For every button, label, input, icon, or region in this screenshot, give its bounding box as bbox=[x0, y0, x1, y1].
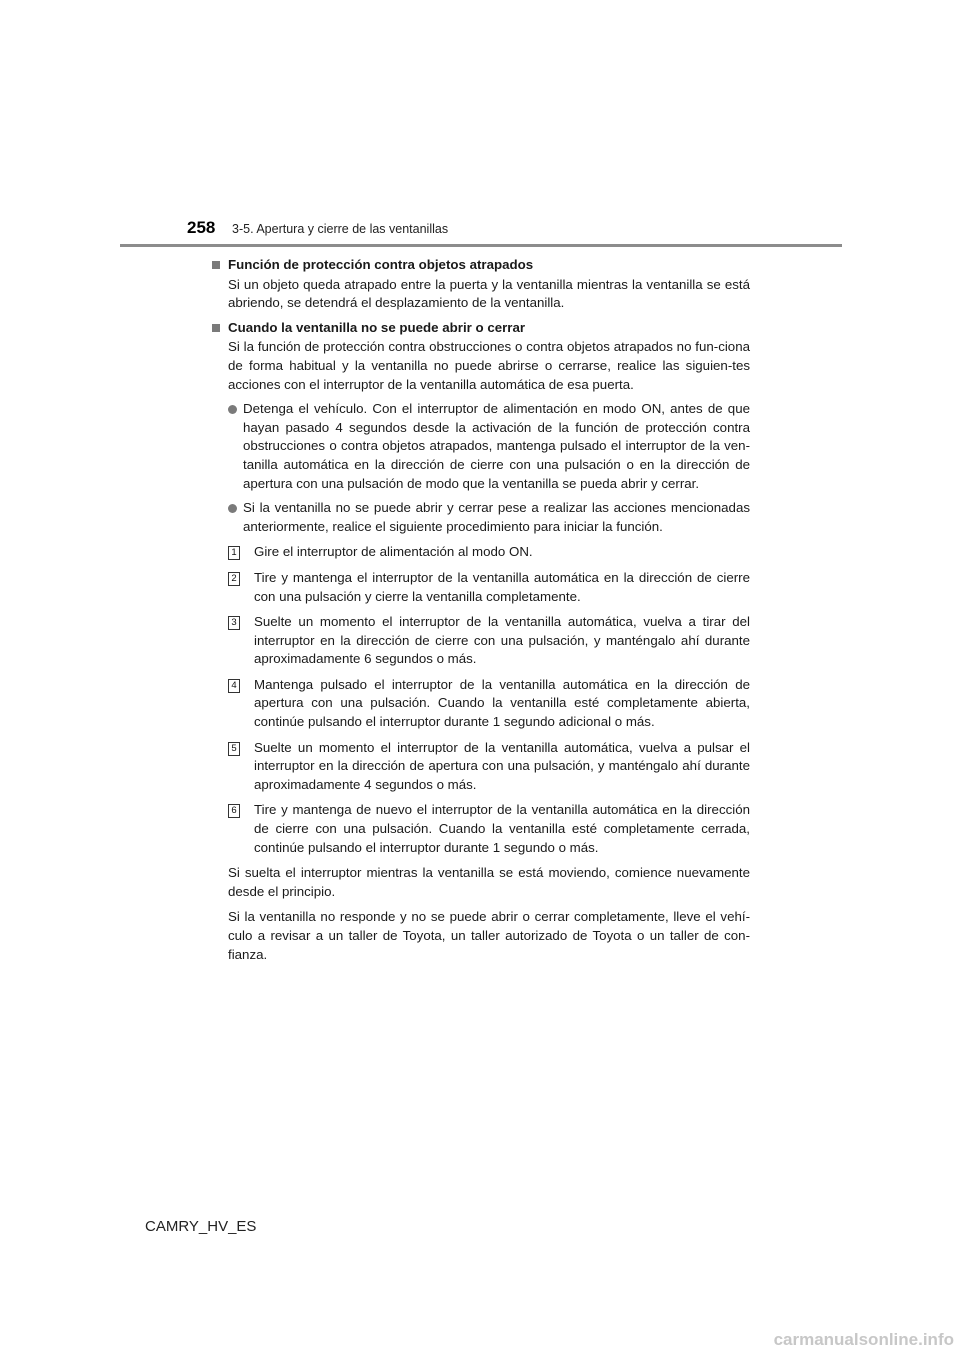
note-paragraph: Si suelta el interruptor mientras la ventanilla se está moviendo, comience nuevamente desde el principio. bbox=[228, 865, 750, 899]
square-bullet-icon bbox=[212, 324, 220, 332]
step-number: 6 bbox=[228, 804, 240, 818]
bullet-text: Detenga el vehículo. Con el interruptor de alimentación en modo ON, antes de que hayan pasado 4 segundos desde la activación de la función de protección contra obstrucciones o contra objetos atrapados, mantenga pulsado el interruptor de la ven-tanilla automática en la dirección de cierre con una pulsación o en la dirección de apertura con una pulsación de modo que la ventanilla se pueda abrir y cerrar. bbox=[243, 401, 750, 491]
step-item bbox=[228, 613, 750, 669]
step-item bbox=[228, 801, 750, 857]
step-item bbox=[228, 739, 750, 795]
section-heading bbox=[210, 319, 750, 338]
footer-document-code: CAMRY_HV_ES bbox=[145, 1218, 257, 1235]
step-text: Tire y mantenga el interruptor de la ventanilla automática en la dirección de cierre con una pulsación y cierre la ventanilla completamente. bbox=[254, 569, 750, 604]
page-number: 258 bbox=[187, 218, 216, 237]
section-heading-text: Cuando la ventanilla no se puede abrir o cerrar bbox=[228, 319, 526, 335]
bullet-text: Si la ventanilla no se puede abrir y cerrar pese a realizar las acciones mencionadas anteriormente, realice el siguiente procedimiento para iniciar la función. bbox=[243, 500, 750, 534]
step-text: Gire el interruptor de alimentación al modo ON. bbox=[254, 544, 533, 560]
step-item bbox=[228, 676, 750, 732]
section-paragraph: Si un objeto queda atrapado entre la puerta y la ventanilla mientras la ventanilla se está abriendo, se detendrá el desplazamiento de la ventanilla. bbox=[228, 276, 750, 311]
note-paragraph: Si la ventanilla no responde y no se puede abrir o cerrar completamente, lleve el vehí-culo a revisar a un taller de Toyota, un taller autorizado de Toyota o un taller de con-fianza. bbox=[228, 909, 750, 962]
step-number: 5 bbox=[228, 742, 240, 756]
watermark: carmanualsonline.info bbox=[773, 1330, 954, 1349]
section-heading bbox=[210, 256, 750, 275]
square-bullet-icon bbox=[212, 261, 220, 269]
step-number: 2 bbox=[228, 572, 240, 586]
step-number: 3 bbox=[228, 616, 240, 630]
step-text: Tire y mantenga de nuevo el interruptor de la ventanilla automática en la dirección de cierre con una pulsación. Cuando la ventanilla esté completamente cerrada, continúe pulsando el interruptor durante 1 segundo o más. bbox=[254, 802, 750, 855]
header-rule bbox=[120, 244, 842, 247]
bullet-item bbox=[228, 499, 750, 536]
step-text: Suelte un momento el interruptor de la ventanilla automática, vuelva a pulsar el interruptor en la dirección de apertura con una pulsación, y manténgalo ahí durante aproximadamente 4 segundos o más. bbox=[254, 739, 750, 792]
step-number: 1 bbox=[228, 546, 240, 560]
bullet-item bbox=[228, 400, 750, 493]
step-text: Mantenga pulsado el interruptor de la ventanilla automática en la dirección de apertura con una pulsación. Cuando la ventanilla esté completamente abierta, continúe pulsando el interruptor durante 1 segundo adicional o más. bbox=[254, 676, 750, 730]
circle-bullet-icon bbox=[228, 504, 237, 513]
section-heading-text: Función de protección contra objetos atrapados bbox=[228, 257, 534, 272]
page-content bbox=[210, 256, 750, 964]
step-number: 4 bbox=[228, 679, 240, 693]
step-text: Suelte un momento el interruptor de la ventanilla automática, vuelva a tirar del interruptor en la dirección de cierre con una pulsación, y manténgalo ahí durante aproximadamente 6 segundos o más. bbox=[254, 614, 750, 667]
step-item bbox=[228, 543, 750, 562]
step-item bbox=[228, 569, 750, 606]
section-paragraph: Si la función de protección contra obstrucciones o contra objetos atrapados no fun-ciona de forma habitual y la ventanilla no puede abrirse o cerrarse, realice las siguien-tes acciones con el interruptor de la ventanilla automática de esa puerta. bbox=[228, 339, 750, 392]
running-title: 3-5. Apertura y cierre de las ventanillas bbox=[232, 222, 449, 236]
circle-bullet-icon bbox=[228, 405, 237, 414]
